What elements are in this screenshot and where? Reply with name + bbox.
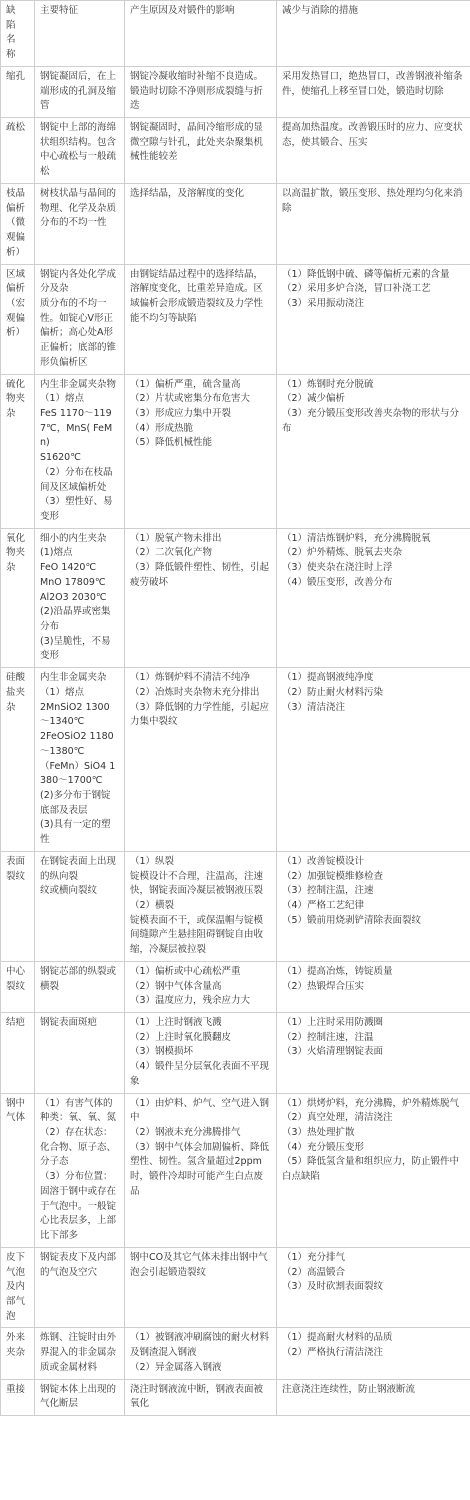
cell-measures: [277, 1093, 470, 1247]
cell-measures: [277, 528, 470, 667]
cell-measures-line: 采用发热冒口，绝热冒口，改善钢液补缩条件，使缩孔上移至冒口处，锻造时切除: [282, 70, 463, 97]
cell-measures-line: （1）烘烤炉料，充分沸腾，炉外精炼脱气: [282, 1097, 460, 1109]
cell-causes-line: （2）二次氧化产物: [130, 547, 213, 559]
table-row: [1, 1013, 470, 1094]
cell-defect-name: [1, 961, 35, 1012]
cell-defect-name: [1, 374, 35, 528]
cell-measures: [277, 66, 470, 117]
cell-measures-line: （1）降低钢中硫、磷等偏析元素的含量: [282, 268, 450, 280]
header-name-line: 名 称: [6, 34, 21, 61]
cell-causes: [125, 1093, 277, 1247]
cell-features-line: (3)呈脆性，不易变形: [40, 635, 111, 662]
cell-causes-line: 浇注时钢液流中断，钢液表面被氧化: [130, 1383, 264, 1410]
cell-features-line: 在钢锭表面上出现的纵向裂: [40, 855, 117, 882]
cell-causes: [125, 668, 277, 852]
cell-defect-name-line: 皮下气泡及内部气泡: [6, 1251, 26, 1322]
cell-features-line: 钢锭表面斑疤: [40, 1017, 98, 1028]
cell-causes: [125, 851, 277, 961]
cell-measures-line: 提高加热温度。改善锻压时的应力、应变状态，使其锻合、压实: [282, 122, 463, 148]
cell-measures-line: （1）充分排气: [282, 1251, 346, 1263]
cell-features-line: 细小的内生夹杂: [40, 532, 107, 544]
cell-causes-line: （2）钢液未充分沸腾排气: [130, 1127, 241, 1139]
cell-measures-line: （3）使夹杂在浇注时上浮: [282, 562, 393, 574]
cell-measures-line: （2）炉外精炼、脱氧去夹杂: [282, 547, 403, 559]
table-row: [1, 1379, 470, 1415]
cell-measures-line: （2）采用多炉合浇，冒口补浇工艺: [282, 283, 431, 295]
header-features: 主要特征: [35, 1, 125, 67]
cell-measures: [277, 118, 470, 184]
cell-features-line: 内生非金属夹杂: [40, 672, 107, 684]
cell-causes-line: （1）偏析或中心疏松严重: [130, 965, 241, 977]
table-row: [1, 668, 470, 852]
cell-defect-name-line: 结疤: [6, 1017, 26, 1028]
cell-features: [35, 1247, 125, 1328]
cell-causes: [125, 374, 277, 528]
cell-defect-name: [1, 528, 35, 667]
cell-causes-line: （3）降低锻件塑性、韧性，引起疲劳破坏: [130, 562, 270, 588]
cell-features-line: （2）存在状态：化合物、原子态、分子态: [40, 1127, 117, 1168]
cell-defect-name: [1, 851, 35, 961]
cell-features: [35, 264, 125, 374]
cell-causes-line: （3）钢中气体会加剧偏析、降低塑性、韧性。氢含量超过2ppm时，锻件冷却时可能产生白点废品: [130, 1141, 270, 1197]
cell-causes-line: 由钢锭结晶过程中的选择结晶，溶解度变化，比重差异造成。区域偏析会形成锻造裂纹及力学性能不均匀等缺陷: [130, 268, 264, 324]
cell-measures-line: （1）上注时采用防溅圈: [282, 1017, 384, 1028]
cell-features-line: 树枝状晶与晶间的物理、化学及杂质分布的不均一性: [40, 187, 117, 229]
cell-measures: [277, 1013, 470, 1094]
cell-features-line: 钢锭本体上出现的气化断层: [40, 1383, 117, 1410]
cell-measures-line: （1）清洁炼钢炉料，充分沸腾脱氧: [282, 532, 431, 544]
cell-defect-name: [1, 668, 35, 852]
cell-measures-line: （4）锻压变形，改善分布: [282, 576, 393, 588]
cell-causes-line: （5）降低机械性能: [130, 437, 213, 449]
header-measures: 减少与消除的措施: [277, 1, 470, 67]
table-body: [1, 66, 470, 1415]
header-causes: 产生原因及对锻件的影响: [125, 1, 277, 67]
cell-causes-line: 钢中CO及其它气体未排出钢中气泡会引起锻造裂纹: [130, 1251, 268, 1278]
cell-causes-line: （1）被钢液冲刷腐蚀的耐火材料及钢渣混入钢液: [130, 1332, 270, 1359]
cell-measures: [277, 183, 470, 264]
cell-features-line: 钢锭凝固后，在上端形成的孔洞及缩管: [40, 70, 117, 112]
cell-features-line: 质分布的不均一性。如锭心V形正偏析；高心处A形正偏析；底部的锥形负偏析区: [40, 297, 117, 368]
cell-measures-line: （1）提高钢液纯净度: [282, 672, 374, 684]
cell-features-line: （1）有害气体的种类：氧、氧、氮: [40, 1097, 117, 1124]
cell-measures: [277, 1328, 470, 1379]
cell-measures: [277, 1379, 470, 1415]
table-row: [1, 183, 470, 264]
cell-causes-line: （2）钢中气体含量高: [130, 980, 222, 992]
cell-features-line: 钢锭表皮下及内部的气泡及空穴: [40, 1251, 117, 1278]
cell-measures-line: （3）火焰清理钢锭表面: [282, 1046, 384, 1058]
cell-measures-line: （2）热锻焊合压实: [282, 980, 365, 992]
cell-defect-name: [1, 1247, 35, 1328]
cell-defect-name-line: 重接: [6, 1383, 26, 1395]
cell-causes-line: （4）形成热脆: [130, 422, 194, 434]
cell-defect-name: [1, 66, 35, 117]
cell-features: [35, 183, 125, 264]
cell-features-line: 2MnSiO2 1300～1340℃: [40, 701, 110, 728]
cell-features-line: S1620℃: [40, 452, 81, 464]
table-row: [1, 1328, 470, 1379]
cell-measures-line: （4）严格工艺纪律: [282, 899, 365, 911]
cell-defect-name: [1, 264, 35, 374]
cell-features: [35, 1328, 125, 1379]
cell-causes-line: （2）冶炼时夹杂物未充分排出: [130, 686, 260, 698]
cell-defect-name-line: 外来夹杂: [6, 1332, 26, 1359]
header-name: [1, 1, 35, 67]
cell-causes-line: （2）上注时氧化膜翻皮: [130, 1031, 232, 1043]
cell-measures-line: （1）改善锭模设计: [282, 855, 365, 867]
cell-features: [35, 1093, 125, 1247]
cell-causes-line: 钢锭冷凝收缩时补缩不良造成。锻造时切除不净则形成裂缝与折迭: [130, 70, 264, 112]
cell-defect-name-line: 中心裂纹: [6, 965, 26, 992]
cell-causes: [125, 66, 277, 117]
cell-measures-line: （1）提高耐火材料的品质: [282, 1332, 393, 1344]
cell-defect-name: [1, 118, 35, 184]
cell-features-line: MnO 17809℃: [40, 576, 106, 588]
cell-measures: [277, 374, 470, 528]
cell-defect-name-line: 钢中气体: [6, 1097, 26, 1124]
cell-features-line: 钢锭芯部的纵裂或横裂: [40, 965, 117, 992]
cell-causes-line: （2）异金属落入钢液: [130, 1361, 222, 1373]
cell-defect-name-line: 硅酸盐夹杂: [6, 672, 26, 713]
cell-measures-line: （2）减少偏析: [282, 393, 346, 405]
cell-causes: [125, 961, 277, 1012]
cell-causes-line: （4）锻件呈分层氧化表面不平现象: [130, 1061, 270, 1087]
cell-causes: [125, 118, 277, 184]
table-row: [1, 1247, 470, 1328]
cell-measures-line: （3）充分锻压变形改善夹杂物的形状与分布: [282, 407, 460, 434]
cell-defect-name: [1, 1093, 35, 1247]
table-header-row: [1, 1, 470, 67]
cell-measures-line: （3）控制注温，注速: [282, 885, 374, 897]
cell-features: [35, 528, 125, 667]
cell-measures-line: （5）锻前用烧剥铲清除表面裂纹: [282, 914, 422, 926]
cell-defect-name: [1, 183, 35, 264]
cell-measures-line: （2）控制注速，注温: [282, 1031, 374, 1043]
cell-causes-line: 锭模表面不干，或保温帽与锭模间缝隙产生悬挂阻碍钢锭自由收缩，冷凝层被拉裂: [130, 914, 264, 956]
cell-measures: [277, 668, 470, 852]
cell-causes-line: （2）横裂: [130, 899, 175, 911]
cell-causes-line: 钢锭凝固时，晶间冷缩形成的显微空隙与针孔，此处夹杂聚集机械性能较差: [130, 122, 264, 163]
cell-measures-line: （3）清洁浇注: [282, 701, 346, 713]
header-name-line: 缺 陷: [6, 5, 21, 31]
cell-measures-line: 以高温扩散，锻压变形、热处理均匀化来消除: [282, 187, 463, 214]
cell-causes-line: （3）钢模损坏: [130, 1046, 194, 1058]
cell-measures: [277, 264, 470, 374]
cell-features: [35, 118, 125, 184]
cell-defect-name: [1, 1328, 35, 1379]
cell-measures-line: （4）充分锻压变形: [282, 1141, 365, 1153]
cell-features-line: Al2O3 2030℃: [40, 591, 107, 603]
table-row: [1, 961, 470, 1012]
table-row: [1, 851, 470, 961]
cell-features-line: （FeMn）SiO4 1380～1700℃: [40, 760, 116, 787]
cell-features-line: (2)沿晶界或密集分布: [40, 606, 111, 633]
table-row: [1, 264, 470, 374]
cell-features-line: 钢锭中上部的海绵状组织结构。包含中心疏松与一般疏松: [40, 122, 117, 178]
cell-features-line: 内生非金属夹杂物: [40, 378, 117, 390]
cell-causes-line: （1）脱氧产物未排出: [130, 532, 222, 544]
cell-causes-line: 选择结晶，及溶解度的变化: [130, 187, 245, 199]
cell-features-line: (3)具有一定的塑性: [40, 819, 111, 846]
cell-causes: [125, 183, 277, 264]
cell-causes: [125, 1013, 277, 1094]
cell-measures-line: （3）热处理扩散: [282, 1127, 355, 1139]
cell-causes-line: （1）偏析严重，硫含量高: [130, 378, 241, 390]
cell-causes: [125, 1328, 277, 1379]
cell-measures-line: （1）炼钢时充分脱硫: [282, 378, 374, 390]
cell-features-line: 炼钢、注锭时由外界混入的非金属杂质或金属材料: [40, 1332, 117, 1373]
cell-defect-name: [1, 1013, 35, 1094]
cell-features-line: 2FeOSiO2 1180～1380℃: [40, 731, 114, 757]
cell-defect-name-line: 表面裂纹: [6, 855, 26, 882]
cell-defect-name-line: 硫化物夹杂: [6, 378, 26, 419]
cell-measures-line: （2）防止耐火材料污染: [282, 686, 384, 698]
cell-causes: [125, 1247, 277, 1328]
table-row: [1, 1093, 470, 1247]
cell-causes-line: （3）降低钢的力学性能，引起应力集中裂纹: [130, 701, 270, 728]
cell-features-line: 钢锭内各处化学成分及杂: [40, 268, 117, 295]
cell-measures-line: （5）降低氢含量和组织应力，防止锻件中白点缺陷: [282, 1156, 460, 1183]
cell-measures-line: （3）采用振动浇注: [282, 297, 365, 309]
cell-features: [35, 1379, 125, 1415]
table-row: [1, 528, 470, 667]
cell-measures: [277, 1247, 470, 1328]
cell-causes-line: （1）由炉料、炉气、空气进入钢中: [130, 1097, 270, 1124]
cell-features-line: FeS 1170～1197℃，MnS( FeMn): [40, 407, 113, 449]
cell-measures: [277, 851, 470, 961]
cell-features: [35, 851, 125, 961]
cell-defect-name-line: 缩孔: [6, 70, 26, 82]
cell-defect-name-line: 疏松: [6, 122, 26, 134]
cell-measures: [277, 961, 470, 1012]
cell-causes-line: （3）形成应力集中开裂: [130, 407, 232, 419]
cell-defect-name-line: 氧化物夹杂: [6, 532, 26, 574]
cell-measures-line: （3）及时砍割表面裂纹: [282, 1281, 384, 1293]
cell-features-line: （3）分布位置：固溶于钢中或存在于气泡中。一般锭心比表层多，上部比下部多: [40, 1171, 117, 1242]
cell-defect-name-line: 区域偏析（宏观偏析）: [6, 268, 26, 339]
cell-causes: [125, 1379, 277, 1415]
cell-features: [35, 66, 125, 117]
cell-causes-line: （2）片状或密集分布危害大: [130, 393, 251, 405]
cell-features-line: （3）塑性好、易变形: [40, 496, 113, 522]
table-row: [1, 118, 470, 184]
cell-causes-line: （1）纵裂: [130, 855, 175, 867]
cell-features: [35, 1013, 125, 1094]
cell-measures-line: （2）加强锭模维修检查: [282, 870, 384, 882]
cell-causes-line: 锭模设计不合理，注温高，注速快，钢锭表面冷凝层被钢液压裂: [130, 870, 264, 897]
cell-features-line: (2)多分布于钢锭底部及表层: [40, 789, 111, 816]
cell-causes: [125, 264, 277, 374]
cell-features-line: 纹或横向裂纹: [40, 885, 98, 897]
cell-features: [35, 668, 125, 852]
cell-measures-line: （2）高温锻合: [282, 1266, 346, 1278]
cell-features-line: （2）分布在枝晶间及区域偏析处: [40, 466, 113, 493]
cell-defect-name-line: 枝晶偏析（微观偏析）: [6, 187, 26, 258]
cell-defect-name: [1, 1379, 35, 1415]
cell-features-line: （1）熔点: [40, 393, 85, 405]
cell-features: [35, 961, 125, 1012]
cell-measures-line: （1）提高冶炼，铸锭质量: [282, 965, 393, 977]
cell-measures-line: （2）严格执行清洁浇注: [282, 1347, 384, 1359]
cell-measures-line: （2）真空处理，清洁浇注: [282, 1112, 393, 1124]
cell-causes-line: （3）温度应力，残余应力大: [130, 995, 251, 1007]
cell-measures-line: 注意浇注连续性，防止钢液断流: [282, 1383, 416, 1395]
cell-features-line: FeO 1420℃: [40, 562, 97, 574]
table-row: [1, 66, 470, 117]
cell-causes-line: （1）炼钢炉料不清洁不纯净: [130, 672, 251, 684]
cell-causes: [125, 528, 277, 667]
cell-causes-line: （1）上注时钢液飞溅: [130, 1017, 222, 1028]
cell-features-line: (1)熔点: [40, 547, 73, 559]
cell-features: [35, 374, 125, 528]
table-row: [1, 374, 470, 528]
cell-features-line: （1）熔点: [40, 686, 85, 698]
